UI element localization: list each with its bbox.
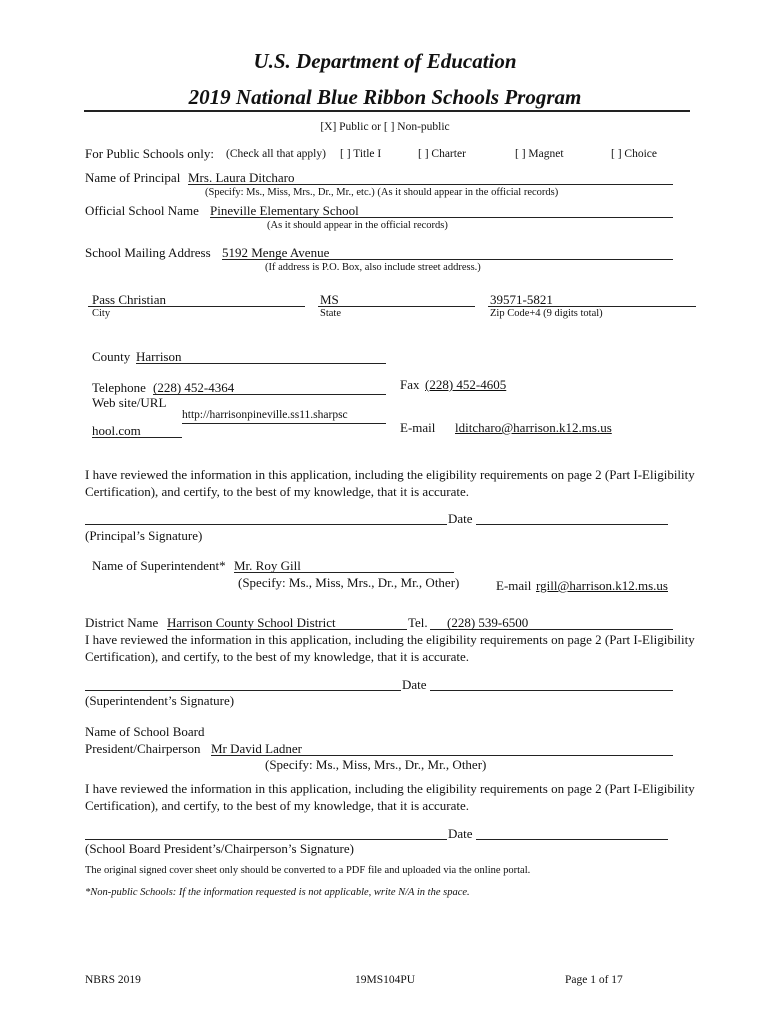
- superintendent-field[interactable]: Mr. Roy Gill: [234, 558, 301, 573]
- superintendent-underline: [234, 572, 454, 573]
- superintendent-certification-text: I have reviewed the information in this application, including the eligibility requirements on page 2 (Part I-Eligibility Certification), and certify, to the best of my knowledge, that it is accurate.: [85, 632, 695, 664]
- county-field[interactable]: Harrison: [136, 349, 182, 364]
- mailing-underline: [222, 259, 673, 260]
- fax-field[interactable]: (228) 452-4605: [425, 377, 507, 392]
- superintendent-hint: (Specify: Ms., Miss, Mrs., Dr., Mr., Other): [238, 575, 460, 590]
- board-label-line1: Name of School Board: [85, 724, 205, 739]
- school-name-label: Official School Name: [85, 203, 199, 218]
- magnet-checkbox[interactable]: [ ] Magnet: [515, 148, 564, 160]
- superintendent-signature-line[interactable]: [85, 690, 401, 691]
- principal-certification-text: I have reviewed the information in this application, including the eligibility requirements on page 2 (Part I-Eligibility Certification), and certify, to the best of my knowledge, that it is accurate.: [85, 467, 695, 499]
- board-date-label: Date: [448, 826, 473, 841]
- website-underline-2: [92, 437, 182, 438]
- mailing-hint: (If address is P.O. Box, also include street address.): [265, 262, 481, 273]
- footer-left: NBRS 2019: [85, 974, 141, 986]
- city-label: City: [92, 308, 111, 319]
- zip-underline: [488, 306, 696, 307]
- school-name-field[interactable]: Pineville Elementary School: [210, 203, 359, 218]
- telephone-field[interactable]: (228) 452-4364: [153, 380, 235, 395]
- footer-center: 19MS104PU: [355, 974, 416, 986]
- header-title-line2: 2019 National Blue Ribbon Schools Program: [188, 85, 582, 109]
- superintendent-date-line[interactable]: [430, 690, 673, 691]
- email-field[interactable]: lditcharo@harrison.k12.ms.us: [455, 420, 612, 435]
- principal-hint: (Specify: Ms., Miss, Mrs., Dr., Mr., etc.) (As it should appear in the official records): [205, 187, 559, 198]
- website-field-line1[interactable]: http://harrisonpineville.ss11.sharpsc: [182, 409, 348, 421]
- board-field[interactable]: Mr David Ladner: [211, 741, 302, 756]
- superintendent-date-label: Date: [402, 677, 427, 692]
- board-certification-text: I have reviewed the information in this application, including the eligibility requirements on page 2 (Part I-Eligibility Certification), and certify, to the best of my knowledge, that it is accurate.: [85, 781, 695, 813]
- header-title-line1: U.S. Department of Education: [253, 49, 517, 73]
- check-note: (Check all that apply): [226, 148, 326, 160]
- city-underline: [88, 306, 305, 307]
- telephone-underline: [153, 394, 386, 395]
- board-label-line2: President/Chairperson: [85, 741, 201, 756]
- board-signature-line[interactable]: [85, 839, 447, 840]
- mailing-label: School Mailing Address: [85, 245, 211, 260]
- mailing-field[interactable]: 5192 Menge Avenue: [222, 245, 330, 260]
- board-signature-label: (School Board President’s/Chairperson’s Signature): [85, 841, 354, 856]
- telephone-label: Telephone: [92, 380, 146, 395]
- county-underline: [136, 363, 386, 364]
- principal-underline: [188, 184, 673, 185]
- website-underline: [182, 423, 386, 424]
- public-nonpublic-line: [X] Public or [ ] Non-public: [320, 121, 450, 133]
- zip-label: Zip Code+4 (9 digits total): [490, 308, 603, 319]
- title-i-checkbox[interactable]: [ ] Title I: [340, 148, 382, 160]
- board-underline: [211, 755, 673, 756]
- principal-field[interactable]: Mrs. Laura Ditcharo: [188, 170, 295, 185]
- superintendent-signature-label: (Superintendent’s Signature): [85, 693, 235, 708]
- principal-date-line[interactable]: [476, 524, 668, 525]
- footer-page-number: Page 1 of 17: [565, 974, 623, 986]
- zip-field[interactable]: 39571-5821: [490, 292, 553, 307]
- superintendent-label: Name of Superintendent*: [92, 558, 226, 573]
- district-underline: [167, 629, 407, 630]
- school-name-hint: (As it should appear in the official records): [267, 220, 448, 231]
- district-label: District Name: [85, 615, 159, 630]
- superintendent-email-label: E-mail: [496, 578, 532, 593]
- website-label: Web site/URL: [92, 395, 167, 410]
- header-rule: [84, 110, 690, 112]
- board-date-line[interactable]: [476, 839, 668, 840]
- note-pdf-upload: The original signed cover sheet only should be converted to a PDF file and uploaded via the online portal.: [85, 865, 531, 876]
- state-underline: [318, 306, 475, 307]
- superintendent-email-field[interactable]: rgill@harrison.k12.ms.us: [536, 578, 668, 593]
- state-field[interactable]: MS: [320, 292, 339, 307]
- principal-date-label: Date: [448, 511, 473, 526]
- board-hint: (Specify: Ms., Miss, Mrs., Dr., Mr., Other): [265, 757, 487, 772]
- school-name-underline: [210, 217, 673, 218]
- fax-label: Fax: [400, 377, 420, 392]
- note-non-public: *Non-public Schools: If the information requested is not applicable, write N/A in the space.: [85, 887, 470, 898]
- website-field-line2[interactable]: hool.com: [92, 423, 141, 438]
- county-label: County: [92, 349, 131, 364]
- principal-signature-line[interactable]: [85, 524, 447, 525]
- district-tel-label: Tel.: [408, 615, 428, 630]
- district-tel-field[interactable]: (228) 539-6500: [447, 615, 529, 630]
- city-field[interactable]: Pass Christian: [92, 292, 167, 307]
- choice-checkbox[interactable]: [ ] Choice: [611, 148, 657, 160]
- charter-checkbox[interactable]: [ ] Charter: [418, 148, 466, 160]
- district-field[interactable]: Harrison County School District: [167, 615, 336, 630]
- public-schools-label: For Public Schools only:: [85, 146, 214, 161]
- email-label: E-mail: [400, 420, 436, 435]
- principal-label: Name of Principal: [85, 170, 181, 185]
- state-label: State: [320, 308, 341, 319]
- principal-signature-label: (Principal’s Signature): [85, 528, 203, 543]
- district-tel-underline: [430, 629, 673, 630]
